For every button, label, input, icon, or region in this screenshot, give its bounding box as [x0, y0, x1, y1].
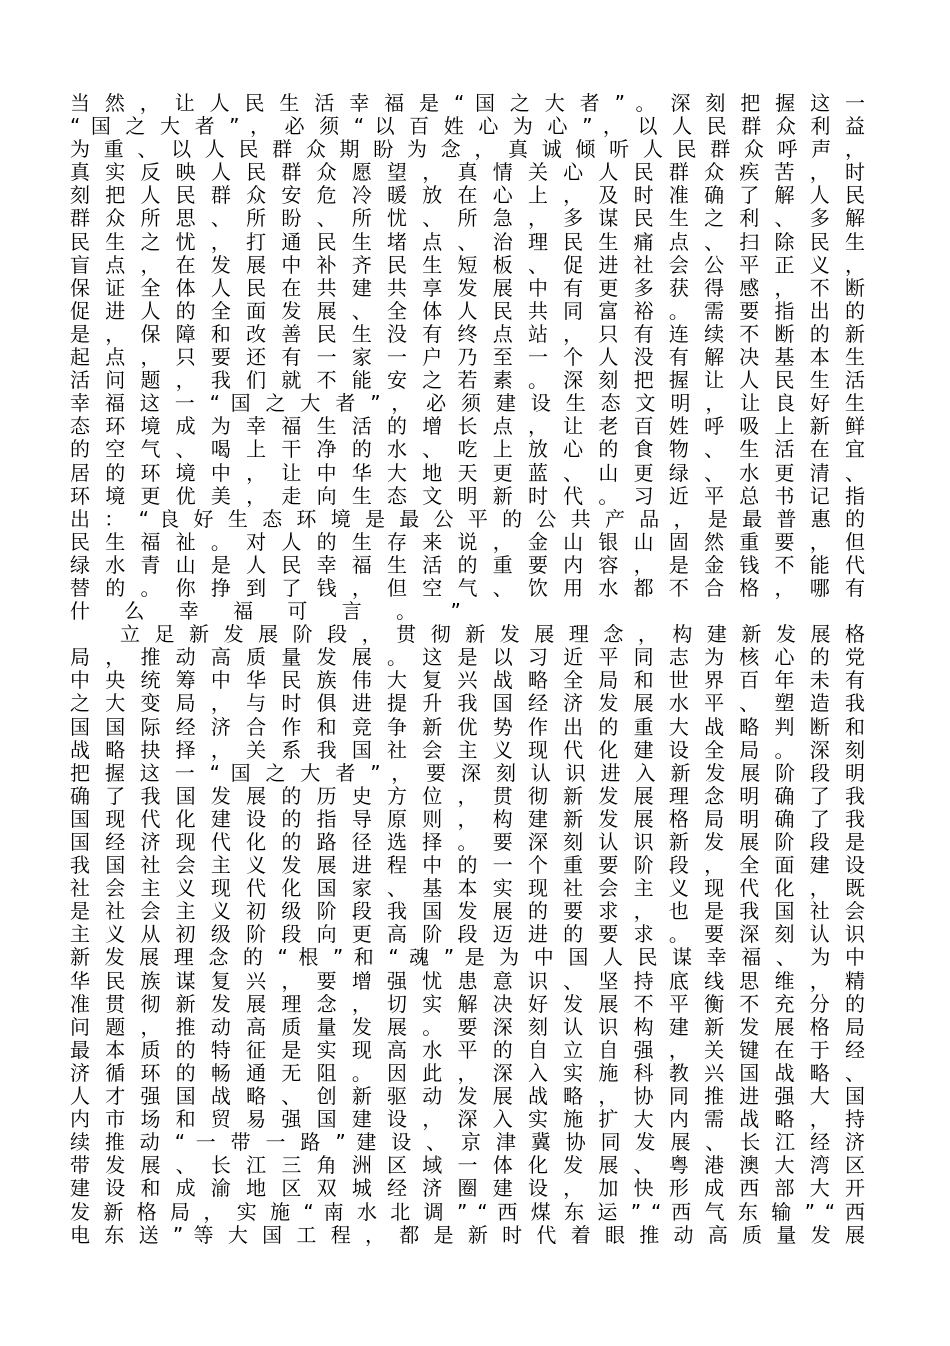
text-line: 国 现 代 化 建 设 的 指 导 原 则 ， 构 建 新 发 展 格 局 明 确 了 我	[70, 806, 865, 831]
text-line: 当 然 ， 让 人 民 生 活 幸 福 是 “ 国 之 大 者 ” 。 深 刻 把 握 这 一	[70, 91, 865, 115]
text-line: 态 环 境 成 为 幸 福 生 活 的 增 长 点 ， 让 老 百 姓 呼 吸 上 新 鲜	[70, 414, 865, 439]
paragraph	[70, 623, 865, 1247]
text-line: 发 新 格 局 ， 实 施 “ 南 水 北 调 ” “ 西 煤 东 运 ” “ 西 气 东 输 ” “ 西	[70, 1199, 865, 1224]
text-line: 中 央 统 筹 中 华 民 族 伟 大 复 兴 战 略 全 局 和 世 界 百 年 未 有	[70, 668, 865, 693]
text-line: 我 国 社 会 主 义 发 展 进 程 中 的 一 个 重 要 阶 段 ， 全 面 建 设	[70, 853, 865, 878]
text-line: 的 空 气 、 喝 上 干 净 的 水 、 吃 上 放 心 的 食 物 、 生 活 在 宜	[70, 437, 865, 462]
text-line: 人 才 强 国 战 略 、 创 新 驱 动 发 展 战 略 ， 协 同 推 进 强 大 国	[70, 1084, 865, 1109]
text-line: 华 民 族 谋 复 兴 ， 要 增 强 忧 患 意 识 、 坚 持 底 线 思 维 ， 精	[70, 968, 865, 993]
text-line: 局 ， 推 动 高 质 量 发 展 。 这 是 以 习 近 平 同 志 为 核 心 的 党	[70, 645, 865, 670]
text-line: 之 大 变 局 ， 与 时 俱 进 提 升 我 国 经 济 发 展 水 平 、 塑 造 我	[70, 691, 865, 716]
text-line: 民 生 之 忧 ， 打 通 民 生 堵 点 、 治 理 民 生 痛 点 、 扫 除 民 生	[70, 229, 865, 254]
text-line: 把 握 这 一 “ 国 之 大 者 ” ， 要 深 刻 认 识 进 入 新 发 展 阶 段 明	[70, 760, 865, 785]
text-line: “ 国 之 大 者 ” ， 必 须 “ 以 百 姓 心 为 心 ” ， 以 人 民 群 众 利 益	[70, 114, 865, 139]
text-line: 群 众 所 思 、 所 盼 、 所 忧 、 所 急 ， 多 谋 民 生 之 利 、 多 解	[70, 206, 865, 231]
text-line: 建 设 和 成 渝 地 区 双 城 经 济 圈 建 设 ， 加 快 形 成 西 部 大 开	[70, 1176, 865, 1201]
text-line: 主 义 从 初 级 阶 段 向 更 高 阶 段 迈 进 的 要 求 。 要 深 刻 认 识	[70, 922, 865, 947]
text-line: 国 国 际 经 济 合 作 和 竞 争 新 优 势 作 出 的 重 大 战 略 判 断 和	[70, 714, 865, 739]
document-page	[70, 92, 865, 1247]
text-line: 国 经 济 现 代 化 的 路 径 选 择 。 要 深 刻 认 识 新 发 展 阶 段 是	[70, 830, 865, 854]
text-line: 幸 福 这 一 “ 国 之 大 者 ” ， 必 须 建 设 生 态 文 明 ， 让 良 好 生	[70, 391, 865, 416]
text-line: 出 ： “ 良 好 生 态 环 境 是 最 公 平 的 公 共 产 品 ， 是 最 普 惠 的	[70, 506, 865, 531]
text-line: 刻 把 人 民 群 众 安 危 冷 暖 放 在 心 上 ， 及 时 准 确 了 解 人 民	[70, 183, 865, 208]
text-line: 什 么 幸 福 可 言 。 ”	[70, 599, 475, 624]
text-line: 济 循 环 的 畅 通 无 阻 。 因 此 ， 深 入 实 施 科 教 兴 国 战 略 、	[70, 1060, 865, 1085]
text-line: 替 的 。 你 挣 到 了 钱 ， 但 空 气 、 饮 用 水 都 不 合 格 ， 哪 有	[70, 575, 865, 600]
text-line: 带 发 展 、 长 江 三 角 洲 区 域 一 体 化 发 展 、 粤 港 澳 大 湾 区	[70, 1153, 865, 1178]
text-line: 保 证 全 体 人 民 在 共 建 共 享 发 展 中 有 更 多 获 得 感 ， 不 断	[70, 275, 865, 300]
text-line: 促 进 人 的 全 面 发 展 、 全 体 人 民 共 同 富 裕 。 需 要 指 出 的	[70, 298, 865, 323]
text-line: 盲 点 ， 在 发 展 中 补 齐 民 生 短 板 、 促 进 社 会 公 平 正 义 ，	[70, 252, 865, 277]
text-line: 社 会 主 义 现 代 化 国 家 、 基 本 实 现 社 会 主 义 现 代 化 ， 既	[70, 876, 865, 901]
text-line: 准 贯 彻 新 发 展 理 念 ， 切 实 解 决 好 发 展 不 平 衡 不 充 分 的	[70, 991, 865, 1016]
text-line: 环 境 更 优 美 ， 走 向 生 态 文 明 新 时 代 。 习 近 平 总 书 记 指	[70, 483, 865, 508]
text-line: 是 社 会 主 义 初 级 阶 段 我 国 发 展 的 要 求 ， 也 是 我 国 社 会	[70, 899, 865, 924]
text-line: 问 题 ， 推 动 高 质 量 发 展 。 要 深 刻 认 识 构 建 新 发 展 格 局	[70, 1014, 865, 1039]
text-line: 绿 水 青 山 是 人 民 幸 福 生 活 的 重 要 内 容 ， 是 金 钱 不 能 代	[70, 552, 865, 577]
text-line: 电 东 送 ” 等 大 国 工 程 ， 都 是 新 时 代 着 眼 推 动 高 质 量 发 展	[70, 1222, 865, 1247]
text-line: 为 重 、 以 人 民 群 众 期 盼 为 念 ， 真 诚 倾 听 人 民 群 众 呼 声 ，	[70, 137, 865, 162]
text-line: 是 ， 保 障 和 改 善 民 生 没 有 终 点 站 ， 只 有 连 续 不 断 的 新	[70, 321, 865, 346]
text-line: 最 本 质 的 特 征 是 实 现 高 水 平 的 自 立 自 强 ， 关 键 在 于 经	[70, 1037, 865, 1062]
paragraph	[70, 92, 865, 623]
text-line: 新 发 展 理 念 的 “ 根 ” 和 “ 魂 ” 是 为 中 国 人 民 谋 幸 福 、 为 中	[70, 945, 865, 970]
text-line: 战 略 抉 择 ， 关 系 我 国 社 会 主 义 现 代 化 建 设 全 局 。 深 刻	[70, 737, 865, 762]
text-line: 活 问 题 ， 我 们 就 不 能 安 之 若 素 。 深 刻 把 握 让 人 民 生 活	[70, 368, 865, 393]
text-line: 居 的 环 境 中 ， 让 中 华 大 地 天 更 蓝 、 山 更 绿 、 水 更 清 、	[70, 460, 865, 485]
text-line: 民 生 福 祉 。 对 人 的 生 存 来 说 ， 金 山 银 山 固 然 重 要 ， 但	[70, 529, 865, 554]
text-line: 真 实 反 映 人 民 群 众 愿 望 ， 真 情 关 心 人 民 群 众 疾 苦 ， 时	[70, 160, 865, 185]
text-line: 起 点 ， 只 要 还 有 一 家 一 户 乃 至 一 个 人 没 有 解 决 基 本 生	[70, 345, 865, 370]
text-line: 立 足 新 发 展 阶 段 ， 贯 彻 新 发 展 理 念 ， 构 建 新 发 展 格	[120, 622, 865, 647]
text-line: 续 推 动 “ 一 带 一 路 ” 建 设 、 京 津 冀 协 同 发 展 、 长 江 经 济	[70, 1130, 865, 1155]
text-line: 确 了 我 国 发 展 的 历 史 方 位 ， 贯 彻 新 发 展 理 念 明 确 了 我	[70, 783, 865, 808]
text-line: 内 市 场 和 贸 易 强 国 建 设 ， 深 入 实 施 扩 大 内 需 战 略 ， 持	[70, 1107, 865, 1132]
